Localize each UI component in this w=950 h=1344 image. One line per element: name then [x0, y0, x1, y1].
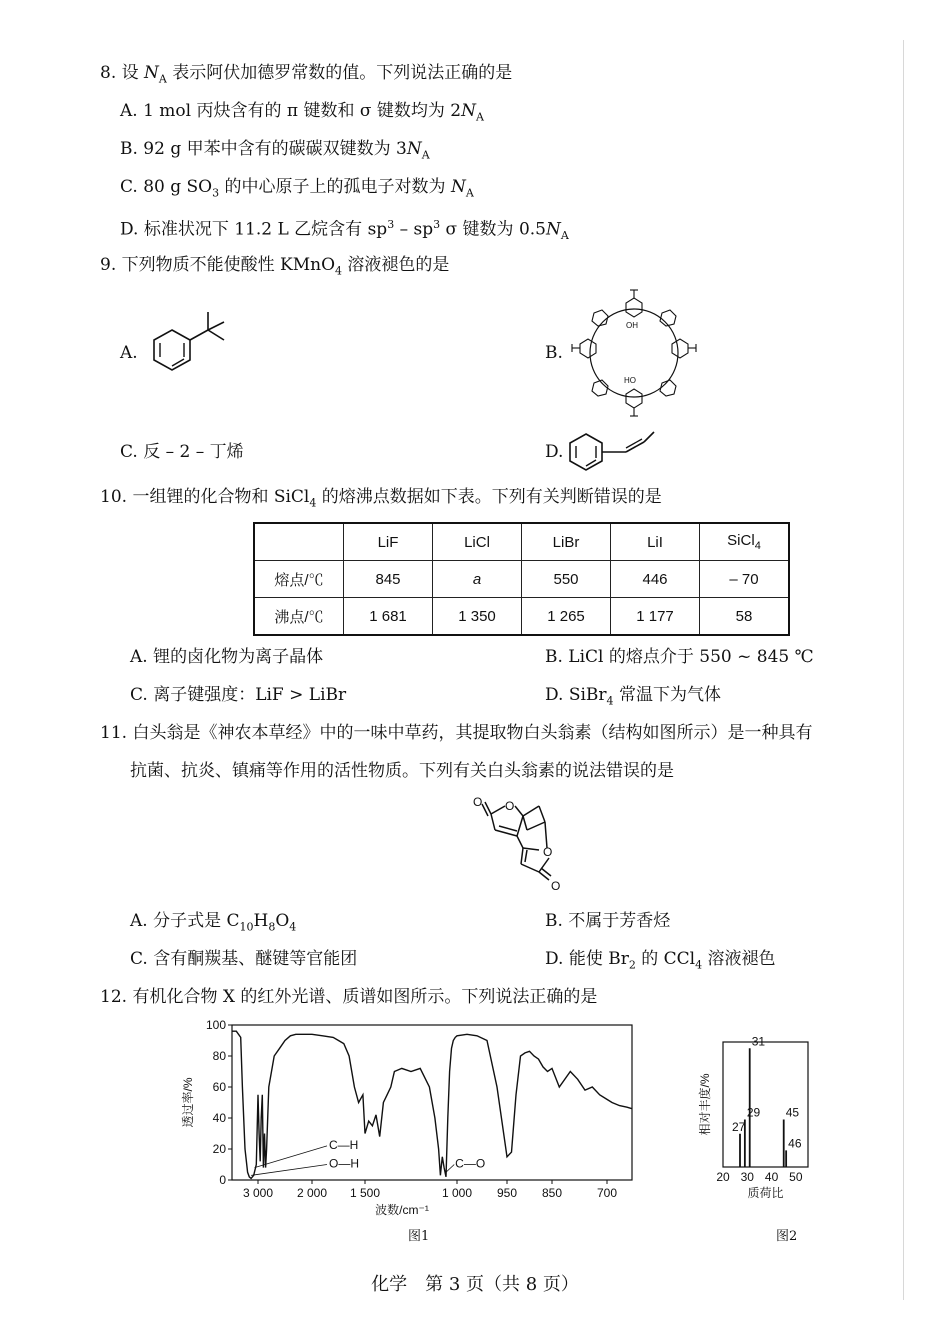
mass-spectrum-chart — [695, 1030, 820, 1220]
q9-option-c: C. 反 – 2 – 丁烯 — [120, 442, 244, 462]
calixarene-oh-label: OH — [626, 321, 638, 330]
table-cell: 1 681 — [344, 598, 433, 636]
annotation-co: C—O — [455, 1156, 486, 1171]
anemonin-ring-o-top: O — [505, 799, 515, 813]
y-axis-label: 透过率/% — [181, 1077, 195, 1128]
y-tick-label: 40 — [212, 1111, 226, 1125]
q10-option-b: B. LiCl 的熔点介于 550 ~ 845 ℃ — [545, 647, 814, 667]
anemonin-carbonyl-o-top: O — [473, 795, 483, 809]
melting-boiling-table — [253, 522, 790, 636]
ms-peak-label: 46 — [788, 1136, 802, 1151]
y-tick-label: 80 — [212, 1049, 226, 1063]
anemonin-structure — [465, 792, 585, 897]
x-tick-label: 850 — [541, 1186, 563, 1200]
table-header-cell: LiCl — [433, 523, 522, 561]
q11-stem-line1: 11. 白头翁是《神农本草经》中的一味中草药，其提取物白头翁素（结构如图所示）是一种具有 — [100, 723, 813, 743]
table-cell: 845 — [344, 561, 433, 598]
annotation-leader-oh — [251, 1165, 327, 1176]
x-tick-label: 950 — [496, 1186, 518, 1200]
ms-peak-label: 27 — [732, 1119, 746, 1134]
table-header-cell: LiBr — [522, 523, 611, 561]
annotation-leader-co — [446, 1165, 454, 1173]
q12-stem: 12. 有机化合物 X 的红外光谱、质谱如图所示。下列说法正确的是 — [100, 987, 598, 1007]
table-cell: 1 265 — [522, 598, 611, 636]
q8-option-b: B. 92 g 甲苯中含有的碳碳双键数为 $3N_A$ — [120, 139, 430, 162]
calixarene-structure — [568, 288, 703, 418]
table-corner-cell — [254, 523, 344, 561]
table-cell: 550 — [522, 561, 611, 598]
ms-peak-label: 31 — [751, 1034, 766, 1049]
x-tick-label: 20 — [716, 1170, 730, 1184]
q11-option-d: D. 能使 $Br_2$ 的 CCl$_4$ 溶液褪色 — [545, 949, 776, 972]
x-tick-label: 30 — [740, 1170, 754, 1184]
y-tick-label: 0 — [219, 1173, 226, 1187]
tert-butylbenzene-structure — [150, 308, 240, 378]
table-header-cell: LiI — [611, 523, 700, 561]
q9-option-b-label: B. — [545, 343, 563, 363]
ir-spectrum-chart — [180, 1015, 640, 1225]
annotation-oh: O—H — [329, 1156, 359, 1171]
q8-stem: 8. 设 $N_A$ 表示阿伏加德罗常数的值。下列说法正确的是 — [100, 63, 513, 86]
table-header-cell: SiCl$_4$ — [700, 523, 790, 561]
q8-option-d: D. 标准状况下 11.2 L 乙烷含有 $sp^3 - sp^3$ σ 键数为 $0.5N_A$ — [120, 218, 569, 243]
ms-peak-label: 45 — [785, 1105, 800, 1120]
x-tick-label: 1 500 — [349, 1186, 381, 1200]
table-cell: – 70 — [700, 561, 790, 598]
x-tick-label: 1 000 — [441, 1186, 473, 1200]
y-tick-label: 20 — [212, 1142, 226, 1156]
x-tick-label: 3 000 — [242, 1186, 274, 1200]
figure1-caption: 图1 — [408, 1229, 430, 1244]
ms-peak-label: 29 — [746, 1105, 761, 1120]
table-row-label: 沸点/℃ — [254, 598, 344, 636]
table-header-cell: LiF — [344, 523, 433, 561]
q9-option-d-label: D. — [545, 442, 564, 462]
y-axis-label: 相对丰度/% — [698, 1073, 712, 1136]
q11-option-b: B. 不属于芳香烃 — [545, 911, 671, 931]
q10-option-c: C. 离子键强度：LiF > LiBr — [130, 685, 347, 705]
table-row — [254, 561, 789, 598]
q10-option-a: A. 锂的卤化物为离子晶体 — [130, 647, 324, 667]
table-cell: 58 — [700, 598, 790, 636]
page-footer: 化学 第 3 页（共 8 页） — [371, 1274, 579, 1295]
q9-stem: 9. 下列物质不能使酸性 KMnO$_4$ 溶液褪色的是 — [100, 255, 450, 278]
q11-stem-line2: 抗菌、抗炎、镇痛等作用的活性物质。下列有关白头翁素的说法错误的是 — [130, 761, 674, 781]
figure2-caption: 图2 — [776, 1229, 798, 1244]
anemonin-ring-o-bottom: O — [543, 845, 553, 859]
x-tick-label: 40 — [764, 1170, 779, 1184]
propenylbenzene-structure — [566, 430, 666, 475]
y-tick-label: 60 — [212, 1080, 226, 1094]
calixarene-ho-label: HO — [624, 376, 636, 385]
table-row-label: 熔点/℃ — [254, 561, 344, 598]
x-tick-label: 50 — [789, 1170, 803, 1184]
q8-option-a: A. 1 mol 丙炔含有的 π 键数和 σ 键数均为 $2N_A$ — [120, 101, 484, 124]
x-axis-label: 波数/cm⁻¹ — [375, 1203, 429, 1217]
x-tick-label: 700 — [596, 1186, 618, 1200]
x-tick-label: 2 000 — [296, 1186, 328, 1200]
table-cell: 446 — [611, 561, 700, 598]
y-tick-label: 100 — [205, 1018, 226, 1032]
q11-option-c: C. 含有酮羰基、醚键等官能团 — [130, 949, 358, 969]
q10-option-d: D. SiBr$_4$ 常温下为气体 — [545, 685, 721, 708]
q8-option-c: C. 80 g $SO_3$ 的中心原子上的孤电子对数为 $N_A$ — [120, 177, 474, 200]
q10-stem: 10. 一组锂的化合物和 SiCl$_4$ 的熔沸点数据如下表。下列有关判断错误的是 — [100, 487, 662, 510]
annotation-ch: C—H — [329, 1138, 359, 1152]
q9-option-a-label: A. — [120, 343, 138, 363]
anemonin-carbonyl-o-bottom: O — [551, 879, 561, 893]
table-row — [254, 598, 789, 636]
q11-option-a: A. 分子式是 $C_{10}H_8O_4$ — [130, 911, 297, 934]
table-cell: 1 177 — [611, 598, 700, 636]
table-cell: 1 350 — [433, 598, 522, 636]
table-cell: a — [433, 561, 522, 598]
x-axis-label: 质荷比 — [747, 1186, 784, 1200]
page-edge-line — [903, 40, 904, 1300]
table-header-row — [254, 523, 789, 561]
